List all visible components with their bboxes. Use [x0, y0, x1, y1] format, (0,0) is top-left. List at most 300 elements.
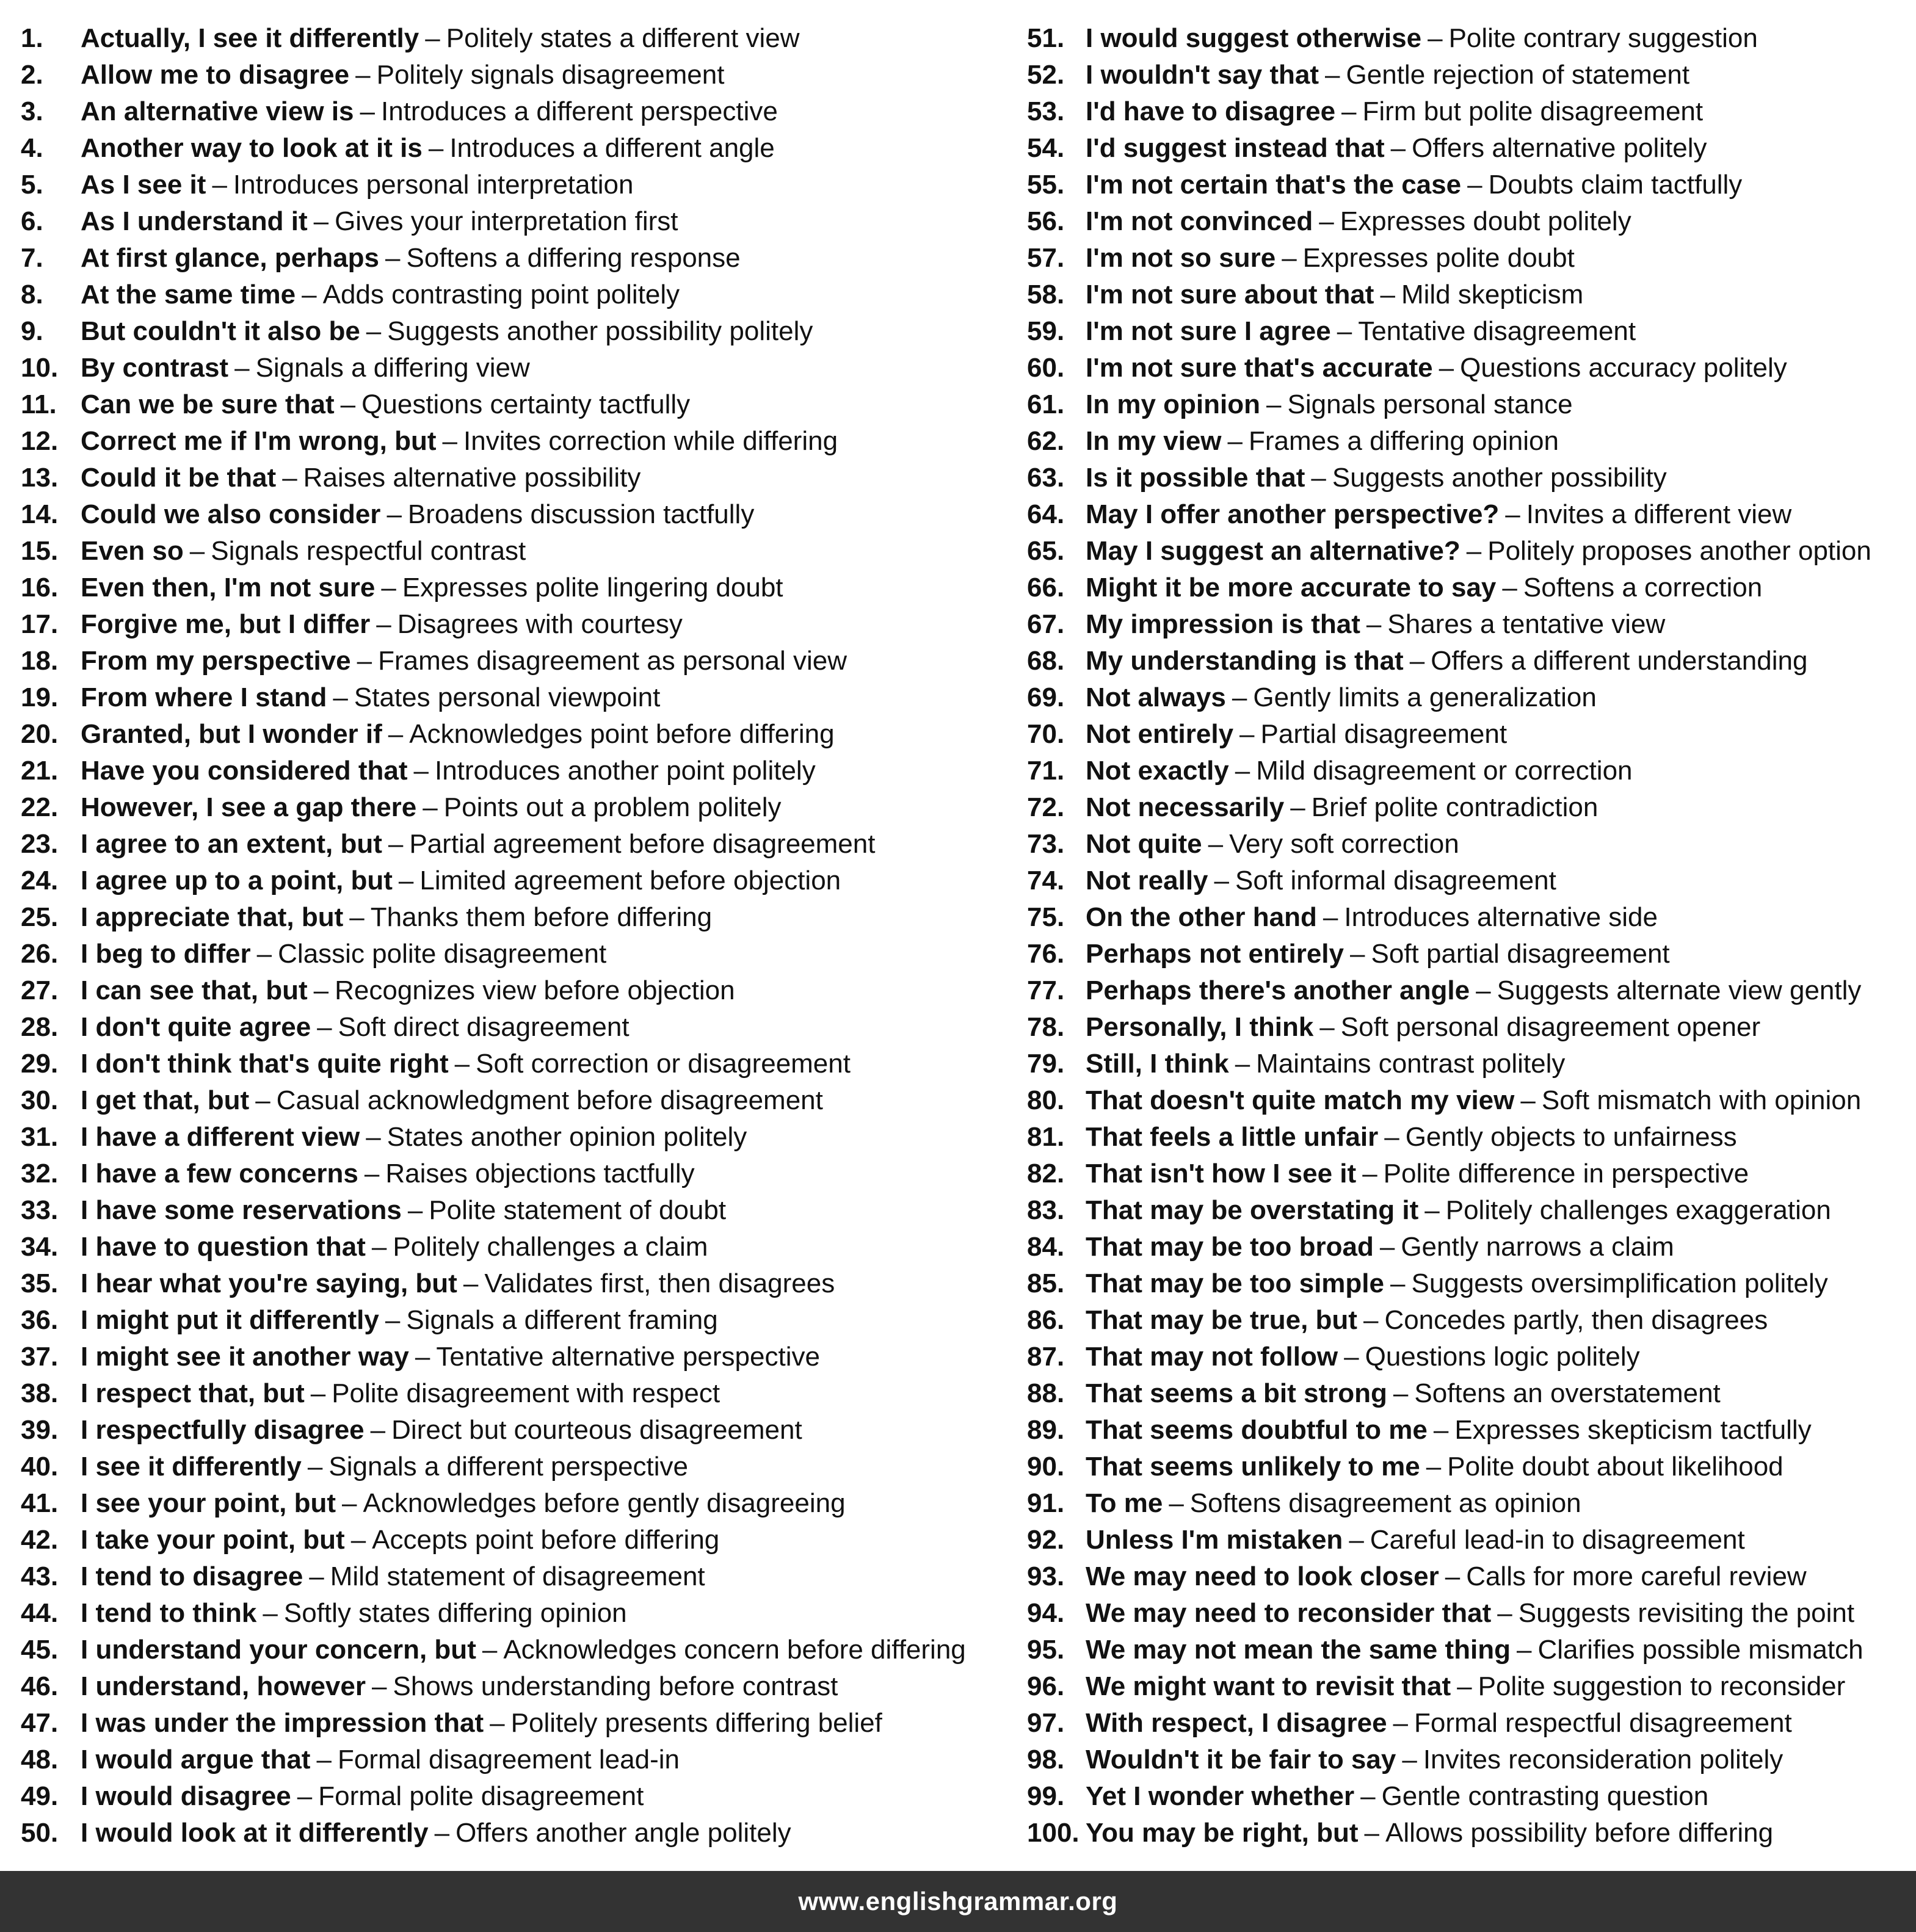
list-item — [21, 130, 1010, 167]
item-text — [81, 1339, 820, 1375]
list-item — [1027, 350, 1906, 386]
item-text — [1086, 1632, 1863, 1668]
item-number: 74. — [1027, 866, 1065, 895]
item-phrase: I would suggest otherwise — [1086, 23, 1422, 53]
list-item — [21, 93, 1010, 130]
item-description: Introduces a different angle — [449, 133, 775, 163]
item-description: Partial agreement before disagreement — [409, 829, 876, 859]
item-description: Allows possibility before differing — [1385, 1818, 1774, 1848]
item-separator: – — [349, 902, 365, 932]
item-number: 95. — [1027, 1635, 1065, 1665]
item-description: Politely presents differing belief — [510, 1708, 882, 1738]
item-text — [81, 1705, 882, 1742]
item-description: Maintains contrast politely — [1256, 1049, 1566, 1079]
item-separator: – — [1384, 1122, 1399, 1152]
item-number: 13. — [21, 463, 59, 493]
list-item — [1027, 1265, 1906, 1302]
item-description: Polite difference in perspective — [1383, 1159, 1749, 1189]
item-phrase: Allow me to disagree — [81, 60, 350, 90]
item-description: Formal polite disagreement — [318, 1781, 644, 1811]
item-separator: – — [255, 1085, 270, 1115]
item-number: 87. — [1027, 1342, 1065, 1372]
list-item — [21, 1558, 1010, 1595]
item-phrase: That isn't how I see it — [1086, 1159, 1357, 1189]
item-text — [81, 1046, 851, 1082]
item-number: 77. — [1027, 975, 1065, 1005]
item-description: Careful lead-in to disagreement — [1370, 1525, 1745, 1555]
item-description: Mild disagreement or correction — [1256, 756, 1633, 786]
item-description: Soft informal disagreement — [1235, 866, 1556, 895]
item-text — [1086, 1302, 1768, 1339]
item-text — [81, 277, 680, 313]
item-separator: – — [1390, 133, 1406, 163]
item-description: Acknowledges point before differing — [409, 719, 835, 749]
item-number: 97. — [1027, 1708, 1065, 1738]
list-item — [1027, 423, 1906, 460]
item-text — [1086, 972, 1861, 1009]
item-separator: – — [442, 426, 457, 456]
list-item — [21, 1375, 1010, 1412]
item-separator: – — [366, 1122, 381, 1152]
item-number: 51. — [1027, 23, 1065, 53]
item-separator: – — [263, 1598, 278, 1628]
item-description: Classic polite disagreement — [278, 939, 607, 969]
item-text — [1086, 423, 1559, 460]
item-separator: – — [434, 1818, 450, 1848]
item-description: Tentative disagreement — [1358, 316, 1636, 346]
list-item — [21, 826, 1010, 863]
list-item — [1027, 496, 1906, 533]
item-number: 59. — [1027, 316, 1065, 346]
item-phrase: By contrast — [81, 353, 229, 383]
item-phrase: Granted, but I wonder if — [81, 719, 382, 749]
item-text — [81, 1485, 846, 1522]
list-item — [21, 1668, 1010, 1705]
item-text — [1086, 570, 1762, 606]
item-text — [1086, 130, 1707, 167]
item-description: Softens disagreement as opinion — [1189, 1488, 1581, 1518]
item-description: Expresses polite doubt — [1302, 243, 1575, 273]
item-number: 35. — [21, 1268, 59, 1298]
list-item — [1027, 1119, 1906, 1156]
item-number: 7. — [21, 243, 43, 273]
item-text — [1086, 1485, 1581, 1522]
item-description: Disagrees with courtesy — [397, 609, 683, 639]
item-description: Softly states differing opinion — [283, 1598, 627, 1628]
item-text — [81, 936, 606, 972]
list-item — [21, 863, 1010, 899]
item-description: Expresses doubt politely — [1340, 206, 1631, 236]
item-separator: – — [309, 1561, 324, 1591]
item-separator: – — [1466, 536, 1482, 566]
item-phrase: I appreciate that, but — [81, 902, 344, 932]
item-description: Signals respectful contrast — [211, 536, 526, 566]
list-item — [1027, 1742, 1906, 1778]
item-phrase: Not always — [1086, 682, 1226, 712]
list-item — [21, 972, 1010, 1009]
item-description: Gives your interpretation first — [335, 206, 678, 236]
item-phrase: That seems unlikely to me — [1086, 1452, 1420, 1482]
list-item — [21, 1156, 1010, 1192]
item-description: Politely proposes another option — [1487, 536, 1871, 566]
item-text — [81, 1192, 726, 1229]
item-number: 1. — [21, 23, 43, 53]
item-text — [1086, 1449, 1784, 1485]
item-separator: – — [1360, 1781, 1376, 1811]
list-item — [21, 57, 1010, 93]
item-separator: – — [428, 133, 444, 163]
item-phrase: Not entirely — [1086, 719, 1234, 749]
item-separator: – — [1517, 1635, 1532, 1665]
item-number: 18. — [21, 646, 59, 676]
item-text — [81, 313, 813, 350]
item-number: 21. — [21, 756, 59, 786]
item-description: Introduces alternative side — [1344, 902, 1658, 932]
item-separator: – — [1502, 573, 1517, 602]
item-number: 81. — [1027, 1122, 1065, 1152]
list-item — [1027, 1522, 1906, 1558]
item-description: Acknowledges before gently disagreeing — [363, 1488, 846, 1518]
item-description: States another opinion politely — [386, 1122, 747, 1152]
list-item — [21, 1302, 1010, 1339]
item-description: Limited agreement before objection — [419, 866, 841, 895]
item-separator: – — [212, 170, 227, 200]
item-number: 31. — [21, 1122, 59, 1152]
item-text — [1086, 1192, 1831, 1229]
list-item — [21, 1229, 1010, 1265]
item-description: Questions logic politely — [1365, 1342, 1640, 1372]
left-column — [21, 20, 1010, 1851]
item-text — [1086, 203, 1631, 240]
item-description: Soft partial disagreement — [1371, 939, 1670, 969]
list-item — [1027, 1009, 1906, 1046]
item-text — [1086, 1558, 1807, 1595]
item-text — [1086, 606, 1665, 643]
item-number: 3. — [21, 96, 43, 126]
item-text — [81, 643, 847, 679]
item-separator: – — [1457, 1671, 1472, 1701]
list-item — [1027, 130, 1906, 167]
list-item — [1027, 789, 1906, 826]
item-separator: – — [366, 316, 382, 346]
item-separator: – — [371, 1232, 387, 1262]
list-item — [21, 167, 1010, 203]
list-item — [21, 570, 1010, 606]
list-item — [21, 1485, 1010, 1522]
item-separator: – — [189, 536, 205, 566]
item-text — [1086, 533, 1871, 570]
item-text — [1086, 1046, 1565, 1082]
item-text — [1086, 789, 1598, 826]
item-phrase: Still, I think — [1086, 1049, 1229, 1079]
item-phrase: However, I see a gap there — [81, 792, 417, 822]
item-separator: – — [1393, 1708, 1409, 1738]
item-separator: – — [1426, 1452, 1442, 1482]
list-item — [21, 1009, 1010, 1046]
item-phrase: That may be true, but — [1086, 1305, 1357, 1335]
item-text — [81, 93, 778, 130]
item-number: 65. — [1027, 536, 1065, 566]
item-phrase: I have to question that — [81, 1232, 366, 1262]
list-item — [21, 203, 1010, 240]
list-item — [21, 533, 1010, 570]
item-text — [81, 716, 835, 753]
item-number: 57. — [1027, 243, 1065, 273]
item-separator: – — [1428, 23, 1443, 53]
list-item — [21, 277, 1010, 313]
item-description: Gentle contrasting question — [1381, 1781, 1709, 1811]
item-separator: – — [388, 829, 404, 859]
list-item — [21, 753, 1010, 789]
item-text — [81, 350, 530, 386]
item-separator: – — [381, 573, 396, 602]
item-number: 88. — [1027, 1378, 1065, 1408]
item-number: 84. — [1027, 1232, 1065, 1262]
item-description: Clarifies possible mismatch — [1537, 1635, 1863, 1665]
list-item — [1027, 863, 1906, 899]
item-phrase: I have some reservations — [81, 1195, 402, 1225]
item-phrase: You may be right, but — [1086, 1818, 1359, 1848]
list-item — [1027, 1339, 1906, 1375]
item-number: 4. — [21, 133, 43, 163]
item-text — [81, 1595, 627, 1632]
item-number: 72. — [1027, 792, 1065, 822]
item-text — [1086, 460, 1667, 496]
item-number: 55. — [1027, 170, 1065, 200]
item-description: Questions certainty tactfully — [361, 389, 691, 419]
list-item — [1027, 1778, 1906, 1815]
item-separator: – — [413, 756, 429, 786]
item-phrase: I'm not certain that's the case — [1086, 170, 1462, 200]
item-text — [1086, 1668, 1845, 1705]
item-separator: – — [1433, 1415, 1449, 1445]
item-text — [1086, 936, 1670, 972]
item-description: Shows understanding before contrast — [393, 1671, 838, 1701]
list-item — [1027, 1485, 1906, 1522]
item-separator: – — [313, 206, 329, 236]
item-separator: – — [1445, 1561, 1461, 1591]
item-number: 85. — [1027, 1268, 1065, 1298]
item-number: 80. — [1027, 1085, 1065, 1115]
item-text — [81, 1778, 644, 1815]
item-description: States personal viewpoint — [354, 682, 661, 712]
item-phrase: We may not mean the same thing — [1086, 1635, 1511, 1665]
list-item — [21, 423, 1010, 460]
list-item — [21, 350, 1010, 386]
item-description: Tentative alternative perspective — [436, 1342, 820, 1372]
item-separator: – — [1402, 1745, 1417, 1775]
item-separator: – — [310, 1378, 326, 1408]
item-phrase: Correct me if I'm wrong, but — [81, 426, 437, 456]
item-text — [81, 386, 690, 423]
item-separator: – — [1390, 1268, 1406, 1298]
list-item — [1027, 1302, 1906, 1339]
item-text — [81, 1119, 747, 1156]
item-number: 39. — [21, 1415, 59, 1445]
list-item — [21, 1815, 1010, 1851]
item-text — [1086, 496, 1791, 533]
item-separator: – — [1311, 463, 1326, 493]
item-separator: – — [1379, 1232, 1395, 1262]
item-number: 89. — [1027, 1415, 1065, 1445]
item-separator: – — [1520, 1085, 1536, 1115]
item-description: Partial disagreement — [1260, 719, 1508, 749]
list-item — [1027, 716, 1906, 753]
item-number: 58. — [1027, 280, 1065, 309]
item-text — [81, 1522, 719, 1558]
item-phrase: I have a different view — [81, 1122, 360, 1152]
list-item — [1027, 313, 1906, 350]
item-phrase: But couldn't it also be — [81, 316, 360, 346]
item-description: Casual acknowledgment before disagreement — [276, 1085, 823, 1115]
item-separator: – — [1323, 902, 1338, 932]
item-phrase: On the other hand — [1086, 902, 1317, 932]
item-separator: – — [1266, 389, 1282, 419]
item-number: 83. — [1027, 1195, 1065, 1225]
item-text — [1086, 753, 1633, 789]
item-phrase: To me — [1086, 1488, 1163, 1518]
item-phrase: May I suggest an alternative? — [1086, 536, 1461, 566]
item-text — [1086, 1742, 1783, 1778]
item-text — [81, 423, 838, 460]
item-phrase: We may need to reconsider that — [1086, 1598, 1492, 1628]
item-description: Gently limits a generalization — [1253, 682, 1597, 712]
item-separator: – — [1380, 280, 1395, 309]
list-item — [1027, 1192, 1906, 1229]
item-separator: – — [388, 719, 404, 749]
list-item — [21, 20, 1010, 57]
item-separator: – — [307, 1452, 323, 1482]
item-separator: – — [302, 280, 317, 309]
item-phrase: I see it differently — [81, 1452, 302, 1482]
item-text — [1086, 1156, 1749, 1192]
item-text — [1086, 826, 1459, 863]
item-text — [81, 1082, 823, 1119]
item-description: Invites correction while differing — [463, 426, 838, 456]
item-number: 71. — [1027, 756, 1065, 786]
item-number: 16. — [21, 573, 59, 602]
list-item — [21, 1412, 1010, 1449]
item-description: Softens a differing response — [406, 243, 741, 273]
item-phrase: I take your point, but — [81, 1525, 345, 1555]
item-number: 8. — [21, 280, 43, 309]
item-phrase: Not exactly — [1086, 756, 1229, 786]
item-number: 32. — [21, 1159, 59, 1189]
item-text — [81, 1302, 718, 1339]
footer-url[interactable]: www.englishgrammar.org — [798, 1887, 1118, 1916]
item-phrase: Another way to look at it is — [81, 133, 423, 163]
item-separator: – — [482, 1635, 498, 1665]
item-phrase: Personally, I think — [1086, 1012, 1314, 1042]
item-number: 93. — [1027, 1561, 1065, 1591]
item-text — [81, 496, 754, 533]
item-phrase: I'm not convinced — [1086, 206, 1313, 236]
item-number: 23. — [21, 829, 59, 859]
item-description: Doubts claim tactfully — [1488, 170, 1743, 200]
item-separator: – — [360, 96, 376, 126]
item-text — [1086, 167, 1742, 203]
item-phrase: I beg to differ — [81, 939, 251, 969]
item-text — [81, 1668, 838, 1705]
item-text — [1086, 350, 1787, 386]
list-item — [21, 1632, 1010, 1668]
item-phrase: I understand your concern, but — [81, 1635, 476, 1665]
item-separator: – — [297, 1781, 313, 1811]
item-number: 82. — [1027, 1159, 1065, 1189]
item-description: Raises alternative possibility — [303, 463, 641, 493]
item-phrase: Actually, I see it differently — [81, 23, 419, 53]
item-description: Politely signals disagreement — [376, 60, 725, 90]
item-description: Offers a different understanding — [1431, 646, 1808, 676]
item-number: 90. — [1027, 1452, 1065, 1482]
item-text — [81, 606, 683, 643]
list-item — [21, 460, 1010, 496]
item-phrase: In my view — [1086, 426, 1222, 456]
list-item — [1027, 1595, 1906, 1632]
item-number: 99. — [1027, 1781, 1065, 1811]
item-separator: – — [1364, 1818, 1380, 1848]
item-number: 34. — [21, 1232, 59, 1262]
item-text — [1086, 20, 1758, 57]
item-description: Offers another angle politely — [455, 1818, 791, 1848]
item-description: Suggests alternate view gently — [1497, 975, 1862, 1005]
list-item — [21, 1339, 1010, 1375]
item-number: 29. — [21, 1049, 59, 1079]
item-separator: – — [364, 1159, 380, 1189]
item-text — [1086, 679, 1597, 716]
item-description: Offers alternative politely — [1412, 133, 1707, 163]
item-phrase: That doesn't quite match my view — [1086, 1085, 1515, 1115]
item-description: Raises objections tactfully — [385, 1159, 695, 1189]
item-description: Suggests another possibility — [1332, 463, 1667, 493]
item-description: Signals a different perspective — [328, 1452, 689, 1482]
list-item — [1027, 1046, 1906, 1082]
item-phrase: That may be too simple — [1086, 1268, 1384, 1298]
item-text — [81, 1412, 802, 1449]
list-item — [21, 240, 1010, 277]
item-number: 41. — [21, 1488, 59, 1518]
item-description: Suggests revisiting the point — [1518, 1598, 1855, 1628]
item-separator: – — [1362, 1159, 1377, 1189]
item-description: Formal respectful disagreement — [1414, 1708, 1792, 1738]
item-separator: – — [398, 866, 414, 895]
list-item — [1027, 386, 1906, 423]
item-number: 78. — [1027, 1012, 1065, 1042]
item-number: 36. — [21, 1305, 59, 1335]
item-phrase: In my opinion — [1086, 389, 1260, 419]
item-separator: – — [1282, 243, 1297, 273]
item-phrase: I'd suggest instead that — [1086, 133, 1385, 163]
list-item — [1027, 1815, 1906, 1851]
item-separator: – — [1424, 1195, 1440, 1225]
item-text — [1086, 1229, 1674, 1265]
item-separator: – — [1349, 1525, 1364, 1555]
item-text — [81, 789, 782, 826]
item-separator: – — [1505, 499, 1520, 529]
item-description: Points out a problem politely — [443, 792, 782, 822]
item-description: Soft personal disagreement opener — [1340, 1012, 1761, 1042]
item-separator: – — [385, 1305, 401, 1335]
item-separator: – — [282, 463, 297, 493]
item-number: 33. — [21, 1195, 59, 1225]
item-phrase: I would argue that — [81, 1745, 311, 1775]
item-description: Mild skepticism — [1401, 280, 1584, 309]
item-separator: – — [1290, 792, 1305, 822]
item-text — [81, 570, 783, 606]
item-text — [81, 167, 633, 203]
item-text — [1086, 899, 1658, 936]
list-item — [21, 1192, 1010, 1229]
